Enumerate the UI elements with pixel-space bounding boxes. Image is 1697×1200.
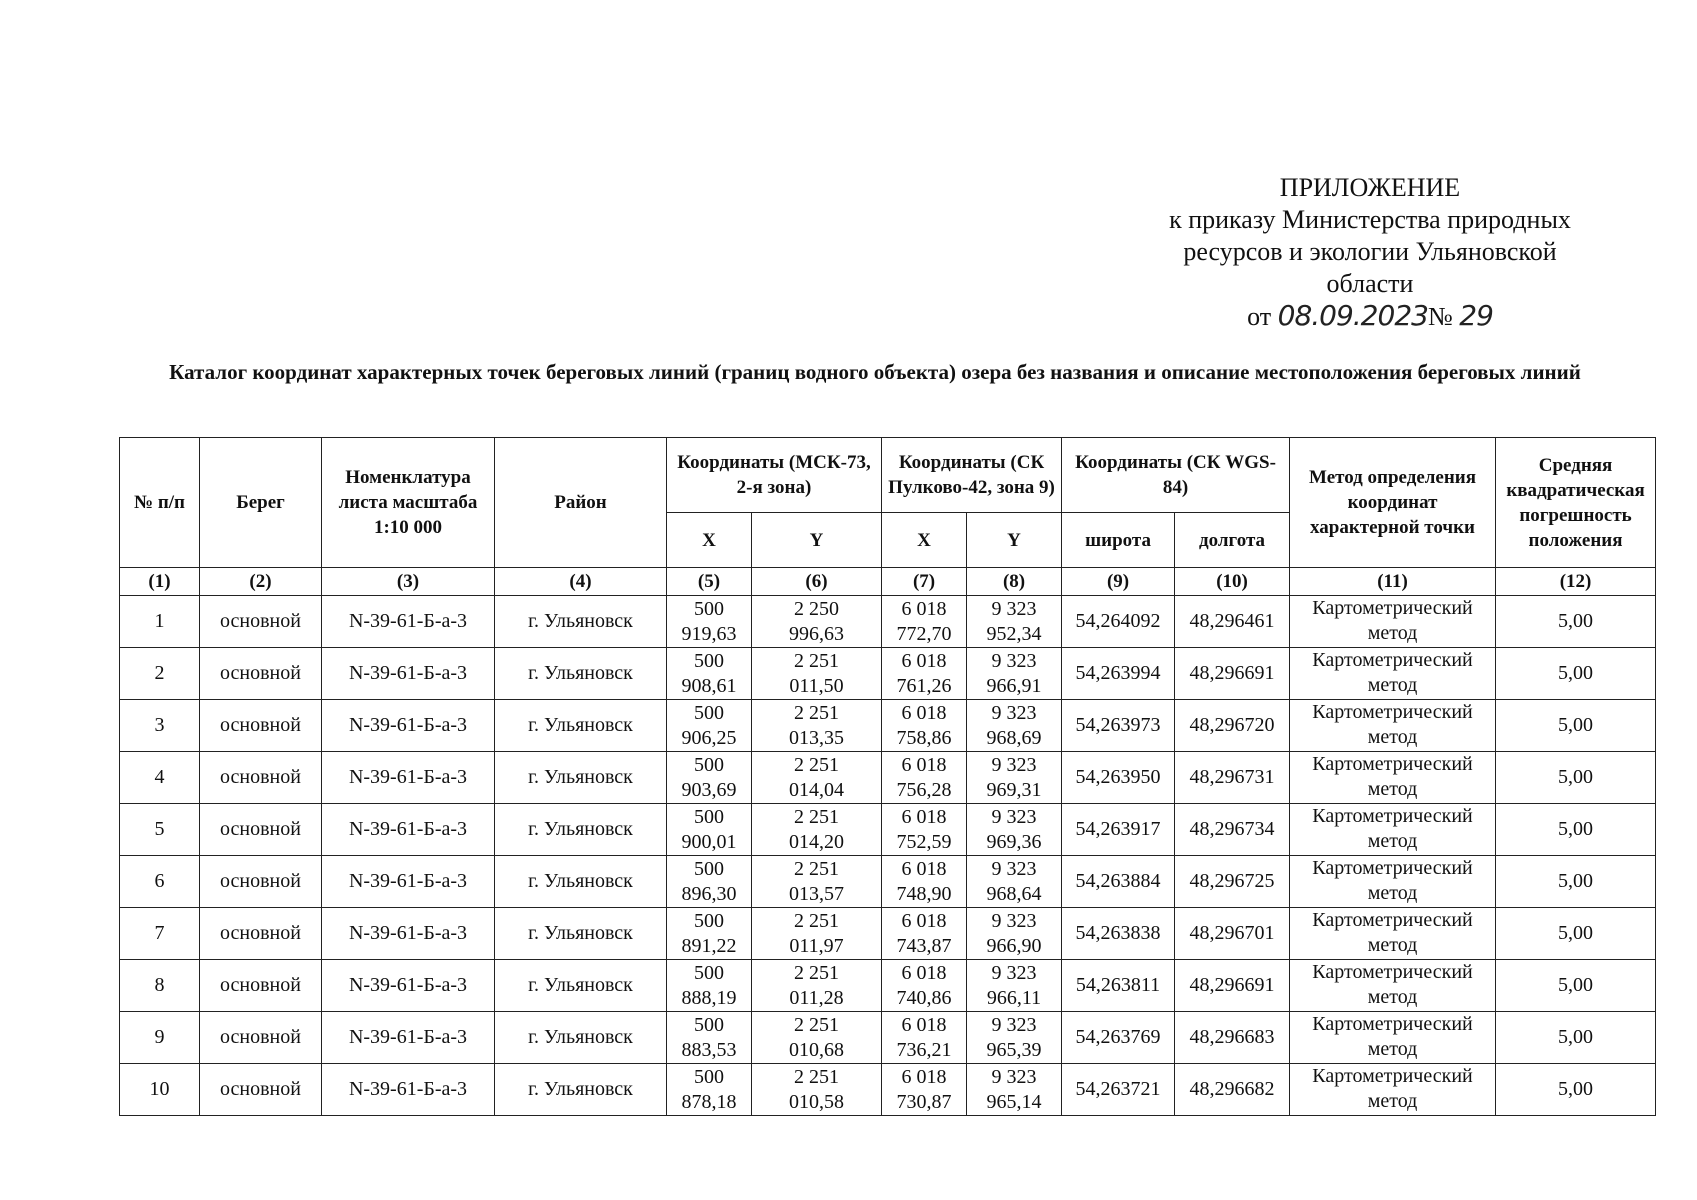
order-number: 29 <box>1459 299 1493 332</box>
column-number: (7) <box>882 568 967 596</box>
cell-district: г. Ульяновск <box>495 648 667 700</box>
cell-mean-error: 5,00 <box>1496 1064 1656 1116</box>
cell-longitude: 48,296691 <box>1175 960 1290 1012</box>
cell-latitude: 54,263884 <box>1062 856 1175 908</box>
header-pulkovo-y: Y <box>967 513 1062 568</box>
cell-mean-error: 5,00 <box>1496 648 1656 700</box>
cell-pulkovo-y: 9 323 952,34 <box>967 596 1062 648</box>
cell-bank-type: основной <box>200 596 322 648</box>
cell-longitude: 48,296731 <box>1175 752 1290 804</box>
cell-point-number: 9 <box>120 1012 200 1064</box>
coordinates-catalog-table <box>119 437 1656 1116</box>
column-number: (10) <box>1175 568 1290 596</box>
cell-point-number: 10 <box>120 1064 200 1116</box>
cell-district: г. Ульяновск <box>495 856 667 908</box>
cell-latitude: 54,263838 <box>1062 908 1175 960</box>
cell-mean-error: 5,00 <box>1496 856 1656 908</box>
column-number-row <box>120 568 1656 596</box>
cell-point-number: 8 <box>120 960 200 1012</box>
column-number: (6) <box>752 568 882 596</box>
appendix-title: ПРИЛОЖЕНИЕ <box>1279 173 1461 202</box>
cell-bank-type: основной <box>200 700 322 752</box>
header-pulkovo-x: X <box>882 513 967 568</box>
table-row <box>120 804 1656 856</box>
order-number-sign: № <box>1427 302 1453 331</box>
column-number: (4) <box>495 568 667 596</box>
cell-pulkovo-y: 9 323 965,14 <box>967 1064 1062 1116</box>
cell-method: Картометрический метод <box>1290 752 1496 804</box>
table-row <box>120 960 1656 1012</box>
cell-bank-type: основной <box>200 648 322 700</box>
cell-point-number: 5 <box>120 804 200 856</box>
cell-msk-y: 2 251 011,50 <box>752 648 882 700</box>
cell-bank-type: основной <box>200 856 322 908</box>
cell-mean-error: 5,00 <box>1496 1012 1656 1064</box>
cell-msk-y: 2 251 013,35 <box>752 700 882 752</box>
cell-pulkovo-x: 6 018 756,28 <box>882 752 967 804</box>
cell-method: Картометрический метод <box>1290 960 1496 1012</box>
cell-map-sheet: N-39-61-Б-а-3 <box>322 856 495 908</box>
cell-msk-x: 500 891,22 <box>667 908 752 960</box>
cell-map-sheet: N-39-61-Б-а-3 <box>322 908 495 960</box>
cell-latitude: 54,263811 <box>1062 960 1175 1012</box>
cell-pulkovo-x: 6 018 748,90 <box>882 856 967 908</box>
column-number: (2) <box>200 568 322 596</box>
header-bank: Берег <box>200 438 322 568</box>
cell-map-sheet: N-39-61-Б-а-3 <box>322 804 495 856</box>
cell-latitude: 54,263769 <box>1062 1012 1175 1064</box>
column-number: (12) <box>1496 568 1656 596</box>
header-latitude: широта <box>1062 513 1175 568</box>
cell-bank-type: основной <box>200 1064 322 1116</box>
table-row <box>120 856 1656 908</box>
cell-msk-x: 500 878,18 <box>667 1064 752 1116</box>
cell-msk-y: 2 251 010,68 <box>752 1012 882 1064</box>
column-number: (3) <box>322 568 495 596</box>
cell-longitude: 48,296682 <box>1175 1064 1290 1116</box>
cell-msk-y: 2 251 013,57 <box>752 856 882 908</box>
cell-point-number: 2 <box>120 648 200 700</box>
cell-longitude: 48,296734 <box>1175 804 1290 856</box>
cell-district: г. Ульяновск <box>495 908 667 960</box>
cell-method: Картометрический метод <box>1290 648 1496 700</box>
cell-point-number: 3 <box>120 700 200 752</box>
table-row <box>120 648 1656 700</box>
cell-district: г. Ульяновск <box>495 752 667 804</box>
header-num: № п/п <box>120 438 200 568</box>
cell-mean-error: 5,00 <box>1496 804 1656 856</box>
cell-mean-error: 5,00 <box>1496 752 1656 804</box>
header-district: Район <box>495 438 667 568</box>
header-longitude: долгота <box>1175 513 1290 568</box>
cell-map-sheet: N-39-61-Б-а-3 <box>322 700 495 752</box>
cell-point-number: 4 <box>120 752 200 804</box>
header-error: Средняя квадратическая погрешность положения <box>1496 438 1656 568</box>
column-number: (5) <box>667 568 752 596</box>
cell-pulkovo-y: 9 323 968,64 <box>967 856 1062 908</box>
cell-latitude: 54,263994 <box>1062 648 1175 700</box>
cell-method: Картометрический метод <box>1290 1012 1496 1064</box>
cell-msk-x: 500 896,30 <box>667 856 752 908</box>
cell-mean-error: 5,00 <box>1496 960 1656 1012</box>
appendix-line-1: к приказу Министерства природных <box>1169 205 1571 234</box>
cell-point-number: 1 <box>120 596 200 648</box>
order-date: 08.09.2023 <box>1277 299 1428 332</box>
cell-pulkovo-x: 6 018 736,21 <box>882 1012 967 1064</box>
cell-mean-error: 5,00 <box>1496 700 1656 752</box>
cell-map-sheet: N-39-61-Б-а-3 <box>322 1012 495 1064</box>
cell-latitude: 54,263973 <box>1062 700 1175 752</box>
cell-msk-y: 2 251 014,04 <box>752 752 882 804</box>
column-number: (9) <box>1062 568 1175 596</box>
document-title: Каталог координат характерных точек береговых линий (границ водного объекта) озера без названия и описание местоположения береговых линий <box>169 360 1581 384</box>
cell-longitude: 48,296461 <box>1175 596 1290 648</box>
cell-msk-y: 2 251 011,97 <box>752 908 882 960</box>
cell-longitude: 48,296691 <box>1175 648 1290 700</box>
cell-bank-type: основной <box>200 908 322 960</box>
header-msk-x: X <box>667 513 752 568</box>
cell-district: г. Ульяновск <box>495 960 667 1012</box>
cell-longitude: 48,296725 <box>1175 856 1290 908</box>
cell-msk-x: 500 900,01 <box>667 804 752 856</box>
cell-mean-error: 5,00 <box>1496 908 1656 960</box>
cell-map-sheet: N-39-61-Б-а-3 <box>322 596 495 648</box>
column-number: (1) <box>120 568 200 596</box>
cell-bank-type: основной <box>200 1012 322 1064</box>
cell-district: г. Ульяновск <box>495 1012 667 1064</box>
cell-msk-y: 2 251 010,58 <box>752 1064 882 1116</box>
cell-method: Картометрический метод <box>1290 1064 1496 1116</box>
cell-pulkovo-x: 6 018 758,86 <box>882 700 967 752</box>
order-date-number <box>1095 300 1645 333</box>
header-msk: Координаты (МСК-73, 2-я зона) <box>667 438 882 513</box>
cell-pulkovo-y: 9 323 969,31 <box>967 752 1062 804</box>
cell-msk-x: 500 919,63 <box>667 596 752 648</box>
cell-pulkovo-x: 6 018 730,87 <box>882 1064 967 1116</box>
cell-msk-x: 500 908,61 <box>667 648 752 700</box>
cell-pulkovo-y: 9 323 969,36 <box>967 804 1062 856</box>
cell-map-sheet: N-39-61-Б-а-3 <box>322 648 495 700</box>
cell-method: Картометрический метод <box>1290 596 1496 648</box>
column-number: (11) <box>1290 568 1496 596</box>
cell-point-number: 7 <box>120 908 200 960</box>
cell-msk-y: 2 251 011,28 <box>752 960 882 1012</box>
cell-pulkovo-y: 9 323 966,90 <box>967 908 1062 960</box>
cell-map-sheet: N-39-61-Б-а-3 <box>322 960 495 1012</box>
cell-pulkovo-x: 6 018 761,26 <box>882 648 967 700</box>
cell-msk-y: 2 250 996,63 <box>752 596 882 648</box>
cell-msk-x: 500 906,25 <box>667 700 752 752</box>
cell-map-sheet: N-39-61-Б-а-3 <box>322 752 495 804</box>
cell-pulkovo-y: 9 323 966,91 <box>967 648 1062 700</box>
header-msk-y: Y <box>752 513 882 568</box>
cell-longitude: 48,296701 <box>1175 908 1290 960</box>
cell-latitude: 54,263950 <box>1062 752 1175 804</box>
table-row <box>120 1012 1656 1064</box>
order-from-prefix: от <box>1247 302 1272 331</box>
cell-pulkovo-y: 9 323 966,11 <box>967 960 1062 1012</box>
appendix-line-2: ресурсов и экологии Ульяновской <box>1183 237 1557 266</box>
table-row <box>120 596 1656 648</box>
cell-district: г. Ульяновск <box>495 804 667 856</box>
cell-bank-type: основной <box>200 752 322 804</box>
cell-msk-y: 2 251 014,20 <box>752 804 882 856</box>
table-row <box>120 700 1656 752</box>
cell-pulkovo-x: 6 018 743,87 <box>882 908 967 960</box>
cell-district: г. Ульяновск <box>495 596 667 648</box>
appendix-header <box>1095 172 1645 333</box>
cell-method: Картометрический метод <box>1290 804 1496 856</box>
table-row <box>120 752 1656 804</box>
cell-map-sheet: N-39-61-Б-а-3 <box>322 1064 495 1116</box>
header-sheet: Номенклатура листа масштаба 1:10 000 <box>322 438 495 568</box>
cell-district: г. Ульяновск <box>495 700 667 752</box>
header-method: Метод определения координат характерной точки <box>1290 438 1496 568</box>
cell-bank-type: основной <box>200 960 322 1012</box>
column-number: (8) <box>967 568 1062 596</box>
cell-latitude: 54,264092 <box>1062 596 1175 648</box>
cell-method: Картометрический метод <box>1290 700 1496 752</box>
cell-longitude: 48,296683 <box>1175 1012 1290 1064</box>
cell-district: г. Ульяновск <box>495 1064 667 1116</box>
cell-bank-type: основной <box>200 804 322 856</box>
cell-method: Картометрический метод <box>1290 856 1496 908</box>
cell-longitude: 48,296720 <box>1175 700 1290 752</box>
cell-pulkovo-y: 9 323 965,39 <box>967 1012 1062 1064</box>
cell-pulkovo-x: 6 018 740,86 <box>882 960 967 1012</box>
cell-point-number: 6 <box>120 856 200 908</box>
appendix-line-3: области <box>1326 269 1414 298</box>
table-row <box>120 1064 1656 1116</box>
cell-msk-x: 500 903,69 <box>667 752 752 804</box>
cell-pulkovo-y: 9 323 968,69 <box>967 700 1062 752</box>
table-row <box>120 908 1656 960</box>
cell-mean-error: 5,00 <box>1496 596 1656 648</box>
cell-pulkovo-x: 6 018 772,70 <box>882 596 967 648</box>
cell-msk-x: 500 888,19 <box>667 960 752 1012</box>
cell-msk-x: 500 883,53 <box>667 1012 752 1064</box>
cell-latitude: 54,263721 <box>1062 1064 1175 1116</box>
cell-latitude: 54,263917 <box>1062 804 1175 856</box>
cell-method: Картометрический метод <box>1290 908 1496 960</box>
header-wgs: Координаты (СК WGS-84) <box>1062 438 1290 513</box>
cell-pulkovo-x: 6 018 752,59 <box>882 804 967 856</box>
header-pulkovo: Координаты (СК Пулково-42, зона 9) <box>882 438 1062 513</box>
